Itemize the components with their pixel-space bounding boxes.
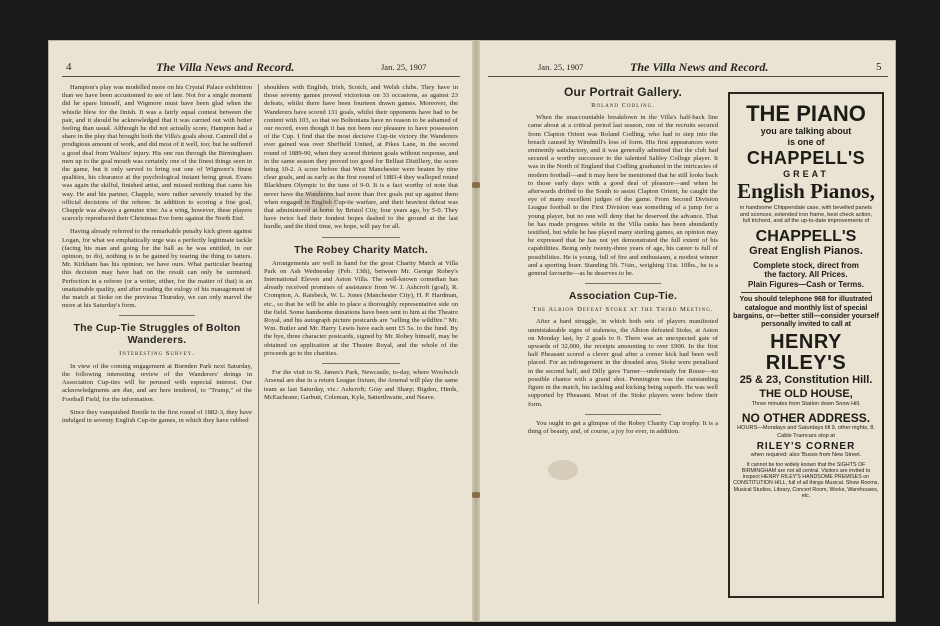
- left-page-header: [48, 60, 472, 76]
- ad-divider: [741, 292, 871, 293]
- issue-date: Jan. 25, 1907: [381, 62, 427, 72]
- right-page: [480, 40, 896, 622]
- section-rule: [585, 414, 661, 415]
- paper-stain: [548, 460, 578, 480]
- section-rule: [322, 363, 400, 364]
- left-page: [48, 40, 472, 622]
- book-gutter: [472, 40, 480, 622]
- ad-great: GREAT: [783, 169, 829, 179]
- ad-hours: HOURS—Mondays and Saturdays till 9, other nights, 8.: [737, 425, 875, 432]
- article-paragraph: After a hard struggle, in which both sets of players manifested unmistakeable signs of staleness, the Albion defeated Stoke, at Aston on Monday last, by 2 goals to 0. There was an unexpected gate of upwards of 32,000, the receipts amounting to over £900. In the first half Pheasant scored a clever goal after a corner kick had been well placed. For an infringement in the dreaded area, Stoke were penalised in the second half, and Dilly gave Turner—understudy for Rouse—no possible chance with a grand shot. Pennington was the outstanding figure in the match, his tackling and kicking being superb. He was well supported by Pheasant. Most of the Stoke players were below their form.: [528, 318, 718, 408]
- paper-stain: [298, 190, 338, 212]
- ad-stock-line: the factory. All Prices.: [764, 270, 848, 280]
- ad-fine-print: It cannot be too widely known that the SIGHTS OF BIRMINGHAM are not all central. Visitors are invited to inspect HENRY RILEY'S HANDSOME PREMISES on CONSTITUTION HILL, full of all things Musical. Show Rooms, Musical Studios, Library, Concert Room, Works, Warehouses, etc.: [733, 461, 879, 499]
- ad-address: 25 & 23, Constitution Hill.: [739, 374, 873, 387]
- ad-description: in handsome Chippendale case, with bevelled panels and sconces, extended iron frame, best check action, full trichord, and all the up-to-date improvements of: [739, 205, 873, 225]
- ad-headline: THE PIANO: [746, 101, 866, 126]
- article-paragraph: Arrangements are well in hand for the great Charity Match at Villa Park on Ash Wednesday (Feb. 13th), between Mr. George Robey's International Eleven and Aston Villa. The well-known comedian has already received promises of assistance from W. J. Ashcroft (goal), R. Crompton, A. Raisbeck, W. L. Jones (Manchester City), H. P. Hardman, etc., so that he will be able to place a thoroughly representative side on the field. Some handsome donations have been sent to him at the Theatre Royal, and his autograph picture postcards are "selling the wildfire." Mr. Wm. Butler and Mr. Harry Lewis have each sent £5 5s. to the fund. By the bye, three character postcards, signed by Mr. Robey himself, may be obtained on application at the Theatre Royal, and the whole of the proceeds go to the charities.: [264, 259, 458, 357]
- article-paragraph: Having already referred to the remarkable penalty kick given against Logan, for what we emphatically urge was a perfectly legitimate tackle (facing his man and going for the ball as he was entitled, in our opinion, to do), nothing is to be gained by tearing the thing to tatters. Mr. Kirkham has his opinion; we have ours. What particular bearing this decision may have had on the result can only be surmised. Perfection in a referee (or a writer, either, for the matter of that) is an unattainable quality, and after reading the eulogy of his management of the match at Stoke on the previous Thursday, we can only marvel the more at his Saturday's form.: [62, 228, 252, 310]
- ad-rileys-corner: RILEY'S CORNER: [756, 441, 856, 453]
- ad-cable: Cable Tramcars stop at: [777, 432, 835, 439]
- ad-stock-line: Complete stock, direct from: [753, 260, 859, 270]
- ad-great-english-pianos: Great English Pianos.: [749, 244, 863, 257]
- header-rule: [62, 76, 460, 77]
- ad-henry-riley: HENRY RILEY'S: [765, 331, 847, 375]
- heading-association-cup-tie: Association Cup-Tie.: [568, 290, 678, 303]
- article-paragraph: In view of the coming engagement at Burnden Park next Saturday, the following interesting review of the Wanderers' doings in Association Cup-ties will be perused with especial interest. Our acknowledgments are due, and are here tendered, to "Trump," of the Football Field, for the information.: [62, 362, 252, 403]
- ad-line: you are talking about: [760, 126, 852, 136]
- piano-advertisement: [728, 92, 884, 598]
- heading-robey-charity-match: The Robey Charity Match.: [294, 243, 428, 256]
- subheading-roland-codling: Roland Codling.: [591, 102, 655, 109]
- heading-cup-tie-struggles: The Cup-Tie Struggles of Bolton Wanderers.: [73, 322, 241, 347]
- ad-brand-2: CHAPPELL'S: [755, 227, 857, 245]
- right-column-1: [528, 80, 718, 610]
- section-rule: [119, 315, 195, 316]
- left-column-2: [264, 84, 458, 614]
- staple: [472, 492, 480, 498]
- ad-no-other-address: NO OTHER ADDRESS.: [741, 411, 871, 426]
- ad-old-house-sub: Three minutes from Station down Snow Hill.: [751, 401, 861, 408]
- article-paragraph: Hampton's play was modelled more on his Crystal Palace exhibition than we have been accustomed to see of late. Not for a single moment did he spare himself, and Wigmore must have been glad when the whistle blew for the finish. It was a fairly equal contest between the pair, and it should be acknowledged that it was carried out with better feeling than usual. Although he did not actually score, Hampton had a share in the play that brought both the Villa's goals about. Cantrell did a prodigious amount of work, and did most of it well, too; but he suffered a good deal from Walters' injury. His one run through the Birmingham men up to the goal mouth was certainly one of the finest things seen in the game, but it only served to bring out one of Wigmore's finest qualities, his clearance at the psychological instant being great. Evans was again the skilful, finished artist, and missed nothing that came his way. He and his partner, Chapple, were rather severely treated by the official decisions of the referee. In addition to scoring a fine goal, Chapple was always a genuine trier. As a wing, however, these players scarcely reproduced their Christmas Eve form against the North End.: [62, 84, 252, 223]
- staple: [472, 182, 480, 188]
- subheading-albion-defeat-stoke: The Albion Defeat Stoke at the Third Meeting.: [532, 306, 714, 314]
- left-column-1: [62, 84, 252, 614]
- page-number: 5: [876, 61, 882, 73]
- header-rule: [488, 76, 888, 77]
- running-title: The Villa News and Record.: [630, 60, 769, 74]
- heading-portrait-gallery: Our Portrait Gallery.: [563, 85, 682, 99]
- ad-english-pianos: English Pianos,: [737, 179, 875, 203]
- issue-date: Jan. 25, 1907: [538, 62, 584, 72]
- ad-telephone-note: You should telephone 968 for illustrated catalogue and monthly list of special bargains, or—better still—consider yourself personally invited to call at: [733, 296, 879, 329]
- subheading-interesting-survey: Interesting Survey.: [119, 350, 195, 358]
- ad-brand: CHAPPELL'S: [746, 148, 866, 168]
- article-paragraph: For the visit to St. James's Park, Newcastle, to-day, where Woolwich Arsenal are due in a return League fixture, the Arsenal will play the same team as last Saturday, viz.: Ashcroft; Gray and Sharp; Bigden, Hinds, McEachrane; Garbutt, Coleman, Kyle, Satterthwaite, and Neave.: [264, 369, 458, 401]
- section-rule: [585, 283, 661, 284]
- article-paragraph: When the unaccountable breakdown in the Villa's half-back line came about at a critical period last season, one of the recruits secured from Clapton Orient was Roland Codling, who had to step into the breach caused by Windmill's loss of form. His first appearances were eminently satisfactory, and it was generally admitted that the club had secured a worthy successor to the talented Saltley College player. It was in the North of England that Codling graduated in the intricacies of modern football—and it may here be mentioned that he still looks back to those early days with a good deal of pleasure—and when he afterwards drifted to the South to assist Clapton Orient, he caught the eye of many excellent judges of the game. From Second Division League football to the First Division was something of a jump for a young player, but no one will deny that he deserved the advance. That he has made progress while in the Villa ranks has been abundantly testified, but while he has played many sterling games, an opinion may be expressed that he has not yet demonstrated the full extent of his capabilities. Being only twenty-three years of age, his career is full of possibilities. He is young, full of fire and enthusiasm, a modest winner and a sporting loser. Standing 5ft. 7¼in., weighing 11st. 10lbs., he is a general favourite—as he deserves to be.: [528, 114, 718, 278]
- section-rule: [322, 237, 400, 238]
- ad-corner-sub: when required: also 'Buses from New Street.: [750, 452, 862, 459]
- article-paragraph: You ought to get a glimpse of the Robey Charity Cup trophy. It is a thing of beauty, and, of course, a joy for ever, in addition.: [528, 419, 718, 435]
- ad-line: is one of: [787, 137, 825, 147]
- article-paragraph: Since they vanquished Bootle in the first round of 1882-3, they have indulged in seventy English Cup-tie games, in which they have rubbed: [62, 408, 252, 424]
- ad-old-house: THE OLD HOUSE,: [759, 388, 853, 401]
- ad-stock-line: Plain Figures—Cash or Terms.: [748, 279, 864, 289]
- column-divider: [258, 84, 259, 604]
- page-number: 4: [66, 61, 72, 73]
- running-title: The Villa News and Record.: [156, 60, 295, 74]
- article-paragraph: shoulders with English, Irish, Scotch, and Welsh clubs. They have in those seventy games proved victorious on 33 occasions, as against 23 defeats, whilst there have been fourteen drawn games. Moreover, the Wanderers have scored 131 goals, whilst their opponents have had to be content with 103, so that we Boltonians have no reason to be ashamed of our record, even though it has not been our pleasure to have possession of the Cup. I find that the most decisive Cup-tie victory the Wanderers ever gained was over Sheffield United, at Pikes Lane, in the second round of 1889-90, when they scored thirteen goals without response, and in the same season they proved too good for Belfast Distillery, the score being 10-2. A score before that West Manchester were beaten by nine clear goals, and as early as the first round of 1883-4 they walloped round Blackburn Olympic to the tune of 9-0. It is a fact worthy of note that never have the Wanderers had more than five goals put up against them when engaged in English Cup-tie warfare, and their heaviest defeat was that administered at home by Bristol City, four years ago, by 5-0. They have twice had their fondest hopes dashed to the ground at the last hurdle, and the third time, we hope, will pay for all.: [264, 84, 458, 231]
- magazine-spread: [48, 40, 896, 622]
- right-page-header: [480, 60, 896, 76]
